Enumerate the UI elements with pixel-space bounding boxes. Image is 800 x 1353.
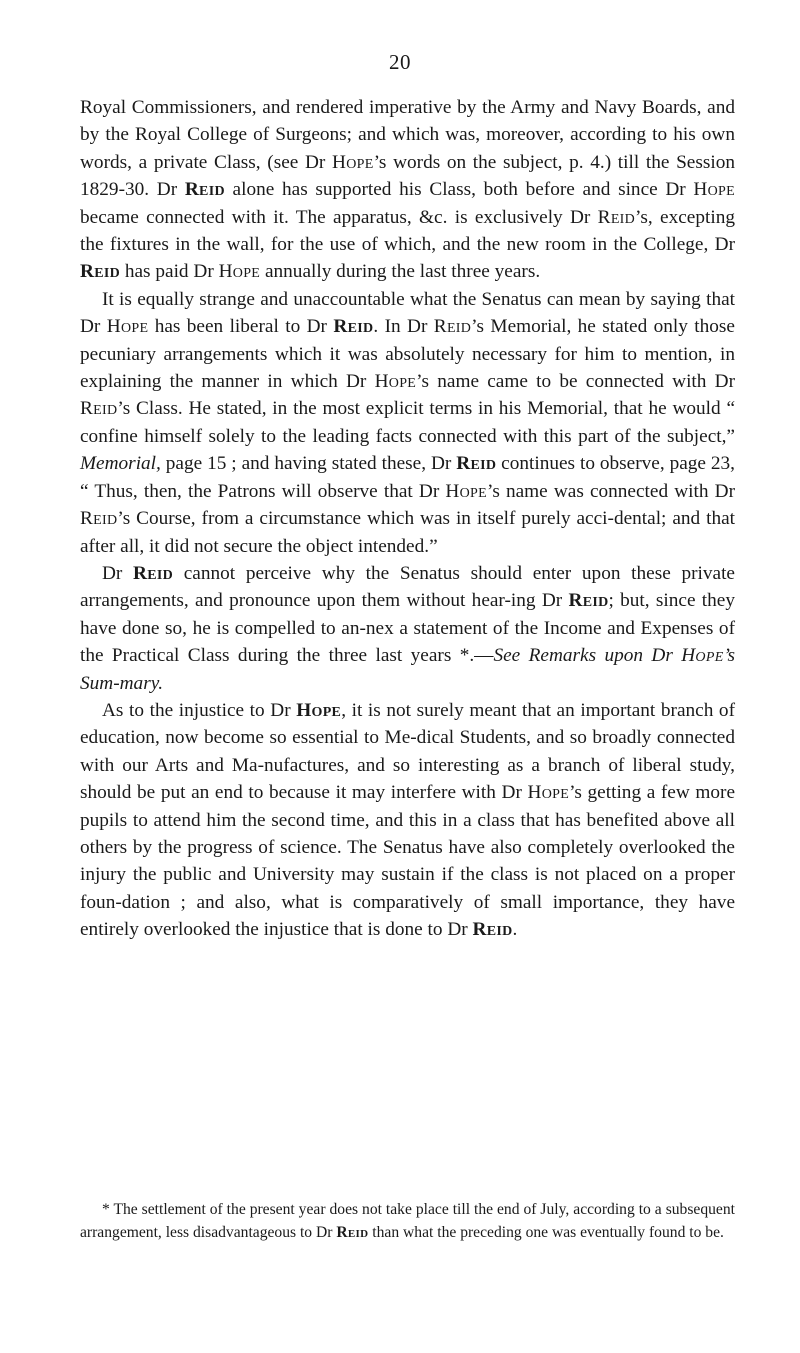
text-run: ’s getting a few more pupils to attend him the second time, and this in a class that has benefited above all others by the progress of science. The Senatus have also completely overlooked the injury the public and University may sustain if the class is not placed on a proper foun-dation ; and also, what is comparatively of small importance, they have entirely overlooked the injustice that is done to Dr — [80, 782, 735, 941]
text-run: . — [512, 919, 518, 941]
name-reid: Reid — [568, 590, 609, 612]
text-run: . In Dr — [373, 316, 434, 338]
text-run: Dr — [102, 562, 134, 584]
text-run: ’s, excepting the fixtures in the wall, for the use of which, and the new room in the College, Dr — [80, 206, 735, 256]
text-run: page 15 ; and having stated these, Dr — [160, 453, 457, 475]
text-run: ’s Course, from a circumstance which was in itself purely acci-dental; and that after all, it did not secure the object intended.” — [80, 508, 735, 557]
name-reid: Reid — [597, 206, 636, 228]
text-run: It is equally strange and unaccountable what the Senatus can mean by saying that Dr — [80, 288, 735, 338]
name-hope: Hope — [296, 699, 342, 721]
name-reid: Reid — [333, 316, 374, 338]
name-reid: Reid — [433, 316, 472, 338]
footnote-text — [80, 1199, 735, 1244]
text-run: ’s Class. He stated, in the most explicit terms in his Memorial, that he would “ confine himself solely to the leading facts connected with this part of the subject,” — [80, 398, 735, 447]
text-run: than what the preceding one was eventually found to be. — [368, 1223, 724, 1241]
text-run: cannot perceive why the Senatus should enter upon these private arrangements, and pronounce upon them without hear-ing Dr — [80, 562, 735, 612]
text-run: continues to observe, page 23, “ Thus, then, the Patrons will observe that Dr — [80, 453, 735, 502]
name-hope: Hope — [527, 782, 570, 804]
name-hope: Hope — [693, 179, 735, 201]
page-number: 20 — [389, 50, 411, 74]
text-run: See Remarks upon Dr — [493, 645, 682, 667]
name-hope: Hope — [331, 151, 374, 173]
text-run: , it is not surely meant that an important branch of education, now become so essential to Me-dical Students, and so broadly connected with our Arts and Ma-nufactures, and so interesting as a branch of liberal study, should be put an end to because it may interfere with Dr — [80, 699, 735, 804]
footnote — [80, 1199, 735, 1244]
text-run: ’s Memorial, he stated only those pecuniary arrangements which it was absolutely necessary for him to mention, in explaining the manner in which Dr — [80, 316, 735, 393]
name-reid: Reid — [80, 508, 118, 530]
name-hope: Hope — [681, 645, 724, 667]
paragraph-4 — [80, 697, 735, 944]
memorial-citation: Memorial, — [80, 453, 161, 475]
text-run: ’s name came to be connected with Dr — [416, 371, 735, 393]
text-run: ; but, since they have done so, he is compelled to an-nex a statement of the Income and Expenses of the Practical Class during the three last years *.— — [80, 590, 736, 667]
text-run: As to the injustice to Dr — [102, 699, 297, 721]
name-hope: Hope — [374, 371, 417, 393]
body-text — [80, 94, 735, 944]
name-reid: Reid — [184, 179, 225, 201]
text-run: ’s Sum-mary. — [80, 645, 735, 694]
name-hope: Hope — [106, 316, 149, 338]
text-run: alone has supported his Class, both before and since Dr — [224, 179, 694, 201]
name-reid: Reid — [472, 919, 513, 941]
name-reid: Reid — [336, 1223, 369, 1241]
text-run: has paid Dr — [120, 261, 219, 283]
paragraph-1 — [80, 94, 735, 286]
text-run: has been liberal to Dr — [148, 316, 334, 338]
name-reid: Reid — [133, 562, 174, 584]
name-reid: Reid — [80, 261, 121, 283]
name-hope: Hope — [218, 261, 261, 283]
text-run: annually during the last three years. — [260, 261, 541, 283]
text-run: * The settlement of the present year does not take place till the end of July, according to a subsequent arrangement, less disadvantageous to Dr — [80, 1201, 735, 1241]
name-hope: Hope — [445, 480, 487, 502]
text-run: became connected with it. The apparatus, &c. is exclusively Dr — [80, 206, 598, 228]
text-run: ’s name was connected with Dr — [486, 480, 735, 502]
name-reid: Reid — [456, 453, 497, 475]
name-reid: Reid — [80, 398, 118, 420]
text-run: Royal Commissioners, and rendered imperative by the Army and Navy Boards, and by the Royal College of Surgeons; and which was, moreover, according to his own words, a private Class, (see Dr — [80, 97, 735, 173]
text-run: ’s words on the subject, p. 4.) till the Session 1829-30. Dr — [80, 151, 735, 201]
paragraph-2 — [80, 286, 735, 560]
paragraph-3 — [80, 560, 735, 697]
